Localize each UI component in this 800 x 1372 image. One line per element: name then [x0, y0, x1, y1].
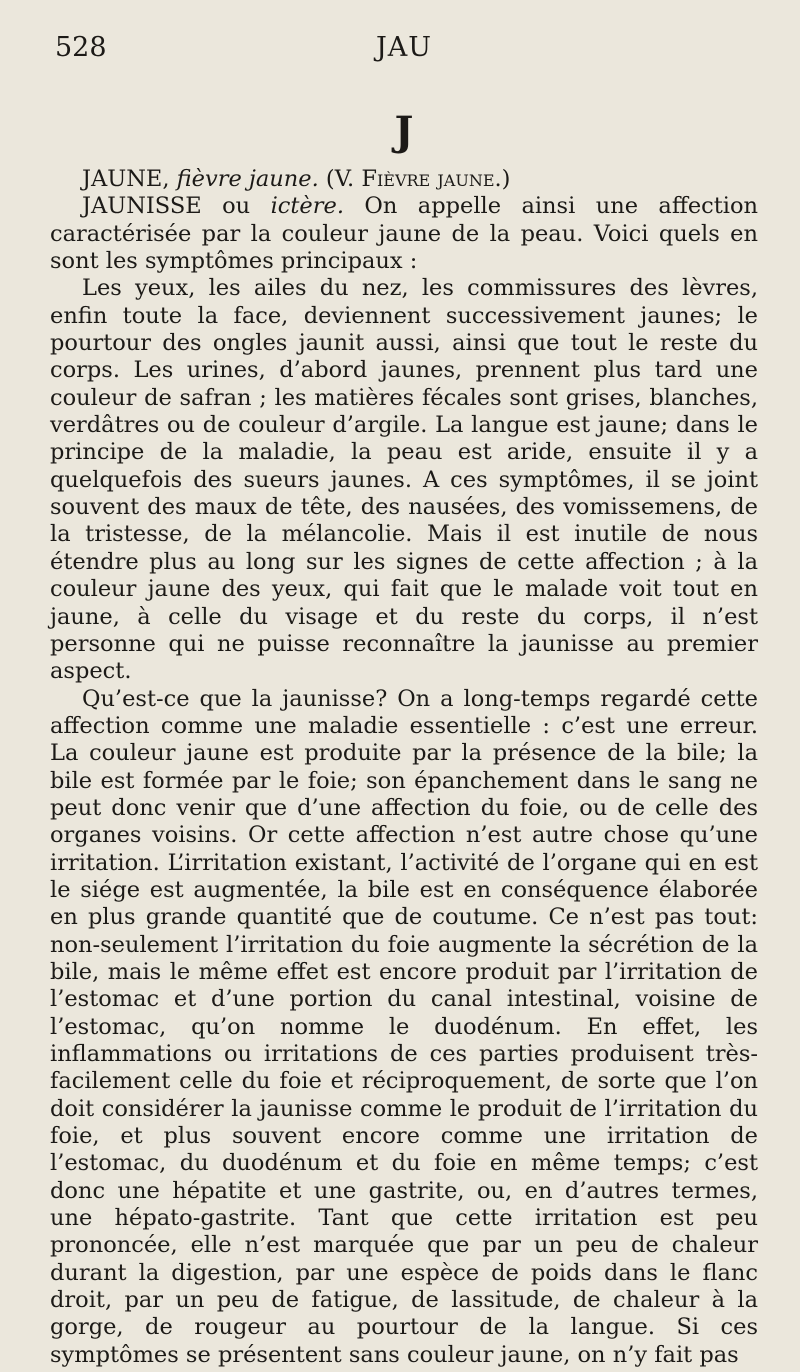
cross-ref-open: (V. — [325, 166, 355, 192]
headword-jaune: JAUNE, — [82, 166, 170, 192]
entry-jaunisse — [50, 193, 758, 275]
jaune-italic: fièvre jaune. — [176, 166, 319, 192]
body-text — [50, 166, 758, 1369]
page-header — [50, 30, 758, 70]
page-number: 528 — [55, 32, 107, 63]
paragraph-cause: Qu’est-ce que la jaunisse? On a long-temps regardé cette affection comme une maladie essentielle : c’est une erreur. La couleur jaune est produite par la présence de la bile; la bile est formée par le foie; son épanchement dans le sang ne peut donc venir que d’une affection du foie, ou de celle des organes voisins. Or cette affection n’est autre chose qu’une irritation. L’irritation existant, l’activité de l’organe qui en est le siége est augmentée, la bile est en conséquence élaborée en plus grande quantité que de coutume. Ce n’est pas tout: non-seulement l’irritation du foie augmente la sécrétion de la bile, mais le même effet est encore produit par l’irritation de l’estomac et d’une portion du canal intestinal, voisine de l’estomac, qu’on nomme le duodénum. En effet, les inflammations ou irritations de ces parties produisent très-facilement celle du foie et réciproquement, de sorte que l’on doit considérer la jaunisse comme le produit de l’irritation du foie, et plus souvent encore comme une irritation de l’estomac, du duodénum et du foie en même temps; c’est donc une hépatite et une gastrite, ou, en d’autres termes, une hépato-gastrite. Tant que cette irritation est peu prononcée, elle n’est marquée que par un peu de chaleur durant la digestion, par une espèce de poids dans le flanc droit, par un peu de fatigue, de lassitude, de chaleur à la gorge, de rougeur au pourtour de la langue. Si ces symptômes se présentent sans couleur jaune, on n’y fait pas — [50, 685, 758, 1368]
jaunisse-definition: On appelle ainsi une affection caractérisée par la couleur jaune de la peau. Voici quels en sont les symptômes principaux : — [50, 193, 759, 275]
jaunisse-conj: ou — [222, 193, 251, 220]
section-letter: J — [394, 108, 414, 155]
paragraph-symptoms: Les yeux, les ailes du nez, les commissures des lèvres, enfin toute la face, deviennent successivement jaunes; le pourtour des ongles jaunit aussi, ainsi que tout le reste du corps. Les urines, d’abord jaunes, prennent plus tard une couleur de safran ; les matières fécales sont grises, blanches, verdâtres ou de couleur d’argile. La langue est jaune; dans le principe de la maladie, la peau est aride, ensuite il y a quelquefois des sueurs jaunes. A ces symptômes, il se joint souvent des maux de tête, des nausées, des vomissemens, de la tristesse, de la mélancolie. Mais il est inutile de nous étendre plus au long sur les signes de cette affection ; à la couleur jaune des yeux, qui fait que le malade voit tout en jaune, à celle du visage et du reste du corps, il n’est personne qui ne puisse reconnaître la jaunisse au premier aspect. — [50, 275, 758, 685]
cross-ref-close: ) — [501, 166, 511, 192]
entry-jaune — [50, 166, 758, 193]
headword-jaunisse: JAUNISSE — [82, 193, 202, 220]
cross-ref-target: Fièvre jaune. — [361, 166, 502, 192]
running-head: JAU — [375, 32, 433, 63]
jaunisse-italic: ictère. — [270, 193, 344, 220]
